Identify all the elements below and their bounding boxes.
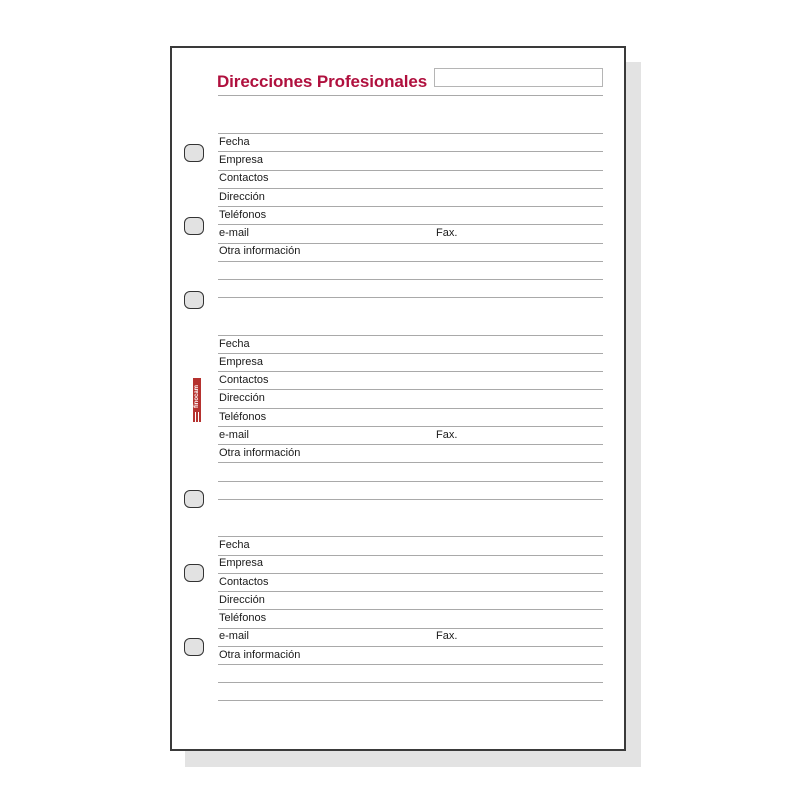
rule-line — [218, 646, 603, 647]
rule-line — [218, 151, 603, 152]
title-underline — [218, 95, 603, 96]
rule-line — [218, 628, 603, 629]
rule-line — [218, 170, 603, 171]
rule-line — [218, 243, 603, 244]
field-label-email: e-mail — [219, 630, 249, 642]
field-label-contactos: Contactos — [219, 172, 269, 184]
field-label-email: e-mail — [219, 227, 249, 239]
field-label-fecha: Fecha — [219, 338, 250, 350]
rule-line — [218, 573, 603, 574]
field-label-fax: Fax. — [436, 227, 458, 239]
field-label-fecha: Fecha — [219, 539, 250, 551]
rule-line — [218, 700, 603, 701]
field-label-fax: Fax. — [436, 630, 458, 642]
binder-hole-icon — [184, 564, 204, 582]
rule-line — [218, 481, 603, 482]
rule-line — [218, 555, 603, 556]
binder-hole-icon — [184, 490, 204, 508]
rule-line — [218, 591, 603, 592]
rule-line — [218, 188, 603, 189]
rule-line — [218, 206, 603, 207]
rule-line — [218, 133, 603, 134]
rule-line — [218, 353, 603, 354]
rule-line — [218, 444, 603, 445]
rule-line — [218, 664, 603, 665]
binder-hole-icon — [184, 638, 204, 656]
field-label-contactos: Contactos — [219, 576, 269, 588]
rule-line — [218, 261, 603, 262]
field-label-fecha: Fecha — [219, 136, 250, 148]
field-label-email: e-mail — [219, 429, 249, 441]
field-label-otra-informacion: Otra información — [219, 649, 301, 661]
rule-line — [218, 335, 603, 336]
binder-hole-icon — [184, 291, 204, 309]
field-label-telefonos: Teléfonos — [219, 612, 267, 624]
rule-line — [218, 536, 603, 537]
rule-line — [218, 371, 603, 372]
rule-line — [218, 499, 603, 500]
field-label-direccion: Dirección — [219, 191, 265, 203]
binder-hole-icon — [184, 144, 204, 162]
rule-line — [218, 426, 603, 427]
field-label-contactos: Contactos — [219, 374, 269, 386]
page-title: Direcciones Profesionales — [217, 72, 428, 91]
rule-line — [218, 462, 603, 463]
field-label-empresa: Empresa — [219, 557, 264, 569]
rule-line — [218, 279, 603, 280]
rule-line — [218, 609, 603, 610]
binder-hole-icon — [184, 217, 204, 235]
rule-line — [218, 682, 603, 683]
field-label-otra-informacion: Otra información — [219, 447, 301, 459]
field-label-telefonos: Teléfonos — [219, 209, 267, 221]
field-label-direccion: Dirección — [219, 392, 265, 404]
field-label-telefonos: Teléfonos — [219, 411, 267, 423]
rule-line — [218, 408, 603, 409]
rule-line — [218, 224, 603, 225]
rule-line — [218, 297, 603, 298]
logo-stripes — [193, 412, 201, 422]
field-label-fax: Fax. — [436, 429, 458, 441]
field-label-empresa: Empresa — [219, 356, 264, 368]
logo-text: finocam — [194, 384, 200, 408]
field-label-otra-informacion: Otra información — [219, 245, 301, 257]
field-label-direccion: Dirección — [219, 594, 265, 606]
field-label-empresa: Empresa — [219, 154, 264, 166]
title-input-box[interactable] — [434, 68, 603, 87]
rule-line — [218, 389, 603, 390]
finocam-logo — [193, 378, 201, 422]
